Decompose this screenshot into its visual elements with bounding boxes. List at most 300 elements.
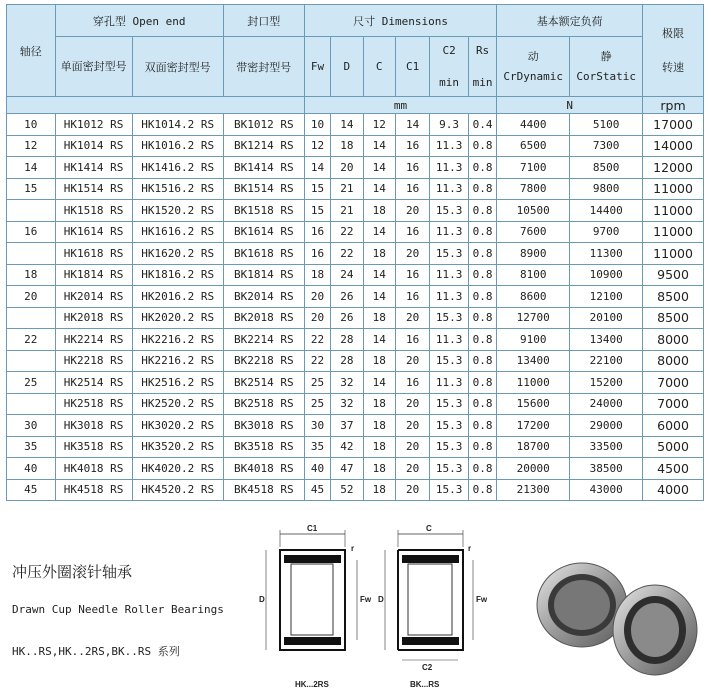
row-c: 14 [363, 372, 395, 394]
row-speed-limit: 11000 [643, 243, 704, 265]
row-fw: 14 [304, 157, 330, 179]
row-fw: 15 [304, 178, 330, 200]
row-sealed-model: BK2514 RS [223, 372, 304, 394]
row-c1: 16 [395, 286, 429, 308]
header-static [570, 37, 643, 97]
row-sealed-model: BK1514 RS [223, 178, 304, 200]
row-rs: 0.8 [468, 178, 496, 200]
row-c: 18 [363, 458, 395, 480]
row-d: 26 [331, 286, 363, 308]
row-single-seal-model: HK4018 RS [55, 458, 132, 480]
row-d: 22 [331, 221, 363, 243]
row-static-load: 9700 [570, 221, 643, 243]
row-fw: 45 [304, 479, 330, 501]
row-dynamic-load: 18700 [497, 436, 570, 458]
row-single-seal-model: HK1514 RS [55, 178, 132, 200]
row-dynamic-load: 4400 [497, 114, 570, 136]
row-single-seal-model: HK3518 RS [55, 436, 132, 458]
header-rs [468, 37, 496, 97]
row-double-seal-model: HK2016.2 RS [132, 286, 223, 308]
header-c: C [363, 37, 395, 97]
diagram-bk-r-label: r [468, 544, 472, 553]
row-c: 14 [363, 178, 395, 200]
header-dynamic [497, 37, 570, 97]
row-static-load: 22100 [570, 350, 643, 372]
row-bore [7, 307, 56, 329]
row-rs: 0.8 [468, 415, 496, 437]
row-c2: 11.3 [430, 178, 468, 200]
row-bore [7, 200, 56, 222]
row-fw: 10 [304, 114, 330, 136]
spec-table-body [7, 114, 704, 501]
header-static-cn: 静 [600, 49, 612, 63]
row-fw: 40 [304, 458, 330, 480]
row-sealed-model: BK2218 RS [223, 350, 304, 372]
table-row [7, 264, 704, 286]
diagram-hk-r-label: r [351, 544, 355, 553]
row-d: 20 [331, 157, 363, 179]
table-row [7, 350, 704, 372]
row-dynamic-load: 7600 [497, 221, 570, 243]
row-c: 14 [363, 264, 395, 286]
row-d: 42 [331, 436, 363, 458]
row-c1: 20 [395, 243, 429, 265]
row-dynamic-load: 20000 [497, 458, 570, 480]
row-d: 28 [331, 350, 363, 372]
row-bore: 12 [7, 135, 56, 157]
table-row [7, 329, 704, 351]
row-speed-limit: 17000 [643, 114, 704, 136]
row-dynamic-load: 15600 [497, 393, 570, 415]
row-bore: 18 [7, 264, 56, 286]
row-c1: 16 [395, 221, 429, 243]
header-fw: Fw [304, 37, 330, 97]
row-d: 26 [331, 307, 363, 329]
row-sealed-model: BK1214 RS [223, 135, 304, 157]
row-fw: 25 [304, 393, 330, 415]
row-single-seal-model: HK1518 RS [55, 200, 132, 222]
row-bore [7, 243, 56, 265]
row-d: 52 [331, 479, 363, 501]
row-c2: 11.3 [430, 264, 468, 286]
row-dynamic-load: 9100 [497, 329, 570, 351]
table-row [7, 286, 704, 308]
row-d: 28 [331, 329, 363, 351]
row-d: 24 [331, 264, 363, 286]
diagram-bk-fw-label: Fw [476, 595, 488, 604]
row-double-seal-model: HK2020.2 RS [132, 307, 223, 329]
table-row [7, 436, 704, 458]
header-blank [7, 97, 305, 114]
table-row [7, 372, 704, 394]
row-static-load: 20100 [570, 307, 643, 329]
row-c: 18 [363, 479, 395, 501]
row-dynamic-load: 7100 [497, 157, 570, 179]
row-c1: 20 [395, 479, 429, 501]
row-speed-limit: 12000 [643, 157, 704, 179]
row-sealed-model: BK1618 RS [223, 243, 304, 265]
row-single-seal-model: HK1012 RS [55, 114, 132, 136]
header-unit-n: N [497, 97, 643, 114]
row-rs: 0.8 [468, 157, 496, 179]
row-rs: 0.8 [468, 458, 496, 480]
row-rs: 0.8 [468, 436, 496, 458]
row-sealed-model: BK4018 RS [223, 458, 304, 480]
row-fw: 16 [304, 221, 330, 243]
row-c2: 15.3 [430, 393, 468, 415]
table-row [7, 221, 704, 243]
header-single-seal: 单面密封型号 [55, 37, 132, 97]
row-static-load: 5100 [570, 114, 643, 136]
header-dynamic-cn: 动 [527, 49, 539, 63]
row-static-load: 7300 [570, 135, 643, 157]
row-c1: 20 [395, 350, 429, 372]
footer-title-en: Drawn Cup Needle Roller Bearings [12, 603, 224, 616]
diagram-bk-c2-label: C2 [422, 663, 433, 672]
row-speed-limit: 9500 [643, 264, 704, 286]
row-sealed-model: BK2018 RS [223, 307, 304, 329]
row-sealed-model: BK1012 RS [223, 114, 304, 136]
row-static-load: 33500 [570, 436, 643, 458]
row-c1: 16 [395, 157, 429, 179]
row-single-seal-model: HK1814 RS [55, 264, 132, 286]
footer-series: HK..RS,HK..2RS,BK..RS 系列 [12, 645, 180, 658]
table-row [7, 307, 704, 329]
row-rs: 0.8 [468, 135, 496, 157]
header-load-rating: 基本额定负荷 [497, 5, 643, 37]
row-rs: 0.8 [468, 372, 496, 394]
row-single-seal-model: HK3018 RS [55, 415, 132, 437]
row-single-seal-model: HK2018 RS [55, 307, 132, 329]
row-c2: 15.3 [430, 200, 468, 222]
row-c: 18 [363, 243, 395, 265]
row-c2: 15.3 [430, 415, 468, 437]
row-d: 37 [331, 415, 363, 437]
row-double-seal-model: HK3520.2 RS [132, 436, 223, 458]
row-single-seal-model: HK2518 RS [55, 393, 132, 415]
diagram-hk-c1-label: C1 [307, 524, 318, 533]
row-single-seal-model: HK2214 RS [55, 329, 132, 351]
header-c2-label: C2 [442, 43, 456, 57]
speed-limit-line1: 极限 [662, 26, 685, 40]
row-dynamic-load: 12700 [497, 307, 570, 329]
row-bore: 15 [7, 178, 56, 200]
row-dynamic-load: 13400 [497, 350, 570, 372]
row-static-load: 10900 [570, 264, 643, 286]
row-double-seal-model: HK2216.2 RS [132, 329, 223, 351]
row-single-seal-model: HK2514 RS [55, 372, 132, 394]
row-dynamic-load: 10500 [497, 200, 570, 222]
row-double-seal-model: HK1014.2 RS [132, 114, 223, 136]
row-speed-limit: 8000 [643, 350, 704, 372]
row-static-load: 12100 [570, 286, 643, 308]
row-fw: 35 [304, 436, 330, 458]
row-c: 18 [363, 350, 395, 372]
row-double-seal-model: HK4020.2 RS [132, 458, 223, 480]
row-dynamic-load: 6500 [497, 135, 570, 157]
row-dynamic-load: 7800 [497, 178, 570, 200]
row-sealed-model: BK3518 RS [223, 436, 304, 458]
row-fw: 30 [304, 415, 330, 437]
row-d: 18 [331, 135, 363, 157]
row-d: 14 [331, 114, 363, 136]
header-speed-limit [643, 5, 704, 97]
row-fw: 20 [304, 307, 330, 329]
diagram-bk-caption: BK...RS [410, 680, 440, 689]
row-fw: 15 [304, 200, 330, 222]
row-speed-limit: 6000 [643, 415, 704, 437]
row-rs: 0.8 [468, 393, 496, 415]
row-c1: 16 [395, 372, 429, 394]
header-rs-min: min [472, 75, 493, 89]
row-rs: 0.8 [468, 307, 496, 329]
row-c: 18 [363, 200, 395, 222]
row-c2: 11.3 [430, 372, 468, 394]
row-static-load: 9800 [570, 178, 643, 200]
row-fw: 22 [304, 350, 330, 372]
bearing-photo [530, 545, 705, 685]
header-open-end: 穿孔型 Open end [55, 5, 223, 37]
row-bore: 14 [7, 157, 56, 179]
row-static-load: 15200 [570, 372, 643, 394]
row-bore: 25 [7, 372, 56, 394]
row-double-seal-model: HK1620.2 RS [132, 243, 223, 265]
row-speed-limit: 4000 [643, 479, 704, 501]
row-speed-limit: 8000 [643, 329, 704, 351]
row-c1: 16 [395, 264, 429, 286]
row-c2: 11.3 [430, 135, 468, 157]
row-sealed-model: BK1614 RS [223, 221, 304, 243]
row-bore: 20 [7, 286, 56, 308]
row-fw: 25 [304, 372, 330, 394]
row-static-load: 38500 [570, 458, 643, 480]
header-d: D [331, 37, 363, 97]
row-single-seal-model: HK1614 RS [55, 221, 132, 243]
row-fw: 22 [304, 329, 330, 351]
row-single-seal-model: HK1618 RS [55, 243, 132, 265]
table-row [7, 200, 704, 222]
table-row [7, 458, 704, 480]
row-dynamic-load: 11000 [497, 372, 570, 394]
row-double-seal-model: HK1016.2 RS [132, 135, 223, 157]
row-rs: 0.4 [468, 114, 496, 136]
row-c2: 9.3 [430, 114, 468, 136]
row-c1: 20 [395, 415, 429, 437]
row-single-seal-model: HK1414 RS [55, 157, 132, 179]
spec-table [6, 4, 704, 501]
diagram-bk-drawing [378, 522, 488, 692]
row-c: 18 [363, 393, 395, 415]
diagram-hk-caption: HK...2RS [295, 680, 329, 689]
row-c2: 11.3 [430, 157, 468, 179]
row-sealed-model: BK1814 RS [223, 264, 304, 286]
row-static-load: 13400 [570, 329, 643, 351]
row-static-load: 24000 [570, 393, 643, 415]
row-c2: 15.3 [430, 436, 468, 458]
table-row [7, 135, 704, 157]
row-double-seal-model: HK1416.2 RS [132, 157, 223, 179]
diagram-hk-d-label: D [259, 595, 265, 604]
table-row [7, 178, 704, 200]
row-double-seal-model: HK3020.2 RS [132, 415, 223, 437]
row-c: 12 [363, 114, 395, 136]
row-speed-limit: 7000 [643, 372, 704, 394]
row-c2: 15.3 [430, 307, 468, 329]
bearing-photo-drawing [530, 545, 705, 685]
row-c: 14 [363, 329, 395, 351]
row-speed-limit: 14000 [643, 135, 704, 157]
row-bore: 30 [7, 415, 56, 437]
speed-limit-line2: 转速 [662, 60, 685, 74]
row-c: 18 [363, 436, 395, 458]
row-double-seal-model: HK2516.2 RS [132, 372, 223, 394]
row-bore: 40 [7, 458, 56, 480]
row-single-seal-model: HK2218 RS [55, 350, 132, 372]
row-d: 21 [331, 178, 363, 200]
row-static-load: 8500 [570, 157, 643, 179]
row-c: 14 [363, 157, 395, 179]
header-c1: C1 [395, 37, 429, 97]
row-c2: 15.3 [430, 479, 468, 501]
header-sealed: 带密封型号 [223, 37, 304, 97]
row-sealed-model: BK4518 RS [223, 479, 304, 501]
row-rs: 0.8 [468, 264, 496, 286]
row-speed-limit: 8500 [643, 286, 704, 308]
row-dynamic-load: 8100 [497, 264, 570, 286]
row-double-seal-model: HK1616.2 RS [132, 221, 223, 243]
header-dimensions: 尺寸 Dimensions [304, 5, 496, 37]
row-c: 18 [363, 307, 395, 329]
footer-title-cn: 冲压外圈滚针轴承 [12, 563, 133, 581]
row-c2: 11.3 [430, 221, 468, 243]
row-d: 22 [331, 243, 363, 265]
row-c1: 20 [395, 307, 429, 329]
row-fw: 12 [304, 135, 330, 157]
row-c1: 16 [395, 178, 429, 200]
row-speed-limit: 8500 [643, 307, 704, 329]
table-row [7, 243, 704, 265]
row-speed-limit: 7000 [643, 393, 704, 415]
header-double-seal: 双面密封型号 [132, 37, 223, 97]
header-unit-rpm: rpm [643, 97, 704, 114]
header-static-en: CorStatic [576, 69, 636, 83]
row-double-seal-model: HK1520.2 RS [132, 200, 223, 222]
diagram-bk-d-label: D [378, 595, 384, 604]
row-single-seal-model: HK2014 RS [55, 286, 132, 308]
row-c: 14 [363, 221, 395, 243]
row-rs: 0.8 [468, 479, 496, 501]
row-c: 18 [363, 415, 395, 437]
row-double-seal-model: HK2216.2 RS [132, 350, 223, 372]
row-dynamic-load: 8600 [497, 286, 570, 308]
diagram-bk [378, 522, 488, 692]
table-row [7, 114, 704, 136]
row-rs: 0.8 [468, 350, 496, 372]
row-c2: 15.3 [430, 243, 468, 265]
row-speed-limit: 5000 [643, 436, 704, 458]
row-double-seal-model: HK1516.2 RS [132, 178, 223, 200]
row-dynamic-load: 8900 [497, 243, 570, 265]
row-sealed-model: BK1414 RS [223, 157, 304, 179]
row-bore [7, 393, 56, 415]
table-row [7, 393, 704, 415]
row-sealed-model: BK1518 RS [223, 200, 304, 222]
row-sealed-model: BK2014 RS [223, 286, 304, 308]
row-static-load: 43000 [570, 479, 643, 501]
table-row [7, 415, 704, 437]
row-double-seal-model: HK2520.2 RS [132, 393, 223, 415]
row-single-seal-model: HK1014 RS [55, 135, 132, 157]
header-c2 [430, 37, 468, 97]
row-c2: 15.3 [430, 458, 468, 480]
row-c2: 15.3 [430, 350, 468, 372]
row-bore: 10 [7, 114, 56, 136]
row-rs: 0.8 [468, 243, 496, 265]
row-c1: 16 [395, 135, 429, 157]
row-c: 14 [363, 135, 395, 157]
row-c1: 20 [395, 436, 429, 458]
row-fw: 18 [304, 264, 330, 286]
row-sealed-model: BK2214 RS [223, 329, 304, 351]
row-speed-limit: 4500 [643, 458, 704, 480]
header-closed-end: 封口型 [223, 5, 304, 37]
row-d: 32 [331, 372, 363, 394]
row-speed-limit: 11000 [643, 221, 704, 243]
row-sealed-model: BK3018 RS [223, 415, 304, 437]
header-bore: 轴径 [7, 5, 56, 97]
row-bore: 45 [7, 479, 56, 501]
row-double-seal-model: HK4520.2 RS [132, 479, 223, 501]
row-c1: 14 [395, 114, 429, 136]
row-speed-limit: 11000 [643, 200, 704, 222]
row-bore: 22 [7, 329, 56, 351]
row-fw: 16 [304, 243, 330, 265]
row-rs: 0.8 [468, 329, 496, 351]
row-rs: 0.8 [468, 221, 496, 243]
row-c1: 20 [395, 458, 429, 480]
row-c2: 11.3 [430, 329, 468, 351]
row-bore: 35 [7, 436, 56, 458]
row-dynamic-load: 17200 [497, 415, 570, 437]
diagram-bk-c-label: C [426, 524, 432, 533]
row-static-load: 14400 [570, 200, 643, 222]
row-bore: 16 [7, 221, 56, 243]
row-d: 21 [331, 200, 363, 222]
row-static-load: 29000 [570, 415, 643, 437]
row-rs: 0.8 [468, 286, 496, 308]
row-sealed-model: BK2518 RS [223, 393, 304, 415]
row-rs: 0.8 [468, 200, 496, 222]
row-single-seal-model: HK4518 RS [55, 479, 132, 501]
row-static-load: 11300 [570, 243, 643, 265]
row-bore [7, 350, 56, 372]
row-dynamic-load: 21300 [497, 479, 570, 501]
row-c: 14 [363, 286, 395, 308]
diagram-hk-fw-label: Fw [360, 595, 372, 604]
row-c1: 20 [395, 200, 429, 222]
row-speed-limit: 11000 [643, 178, 704, 200]
row-fw: 20 [304, 286, 330, 308]
row-c1: 16 [395, 329, 429, 351]
header-dynamic-en: CrDynamic [503, 69, 564, 83]
row-d: 47 [331, 458, 363, 480]
row-double-seal-model: HK1816.2 RS [132, 264, 223, 286]
row-c2: 11.3 [430, 286, 468, 308]
row-d: 32 [331, 393, 363, 415]
table-row [7, 479, 704, 501]
diagram-hk-drawing [255, 522, 375, 692]
header-c2-min: min [439, 75, 460, 89]
